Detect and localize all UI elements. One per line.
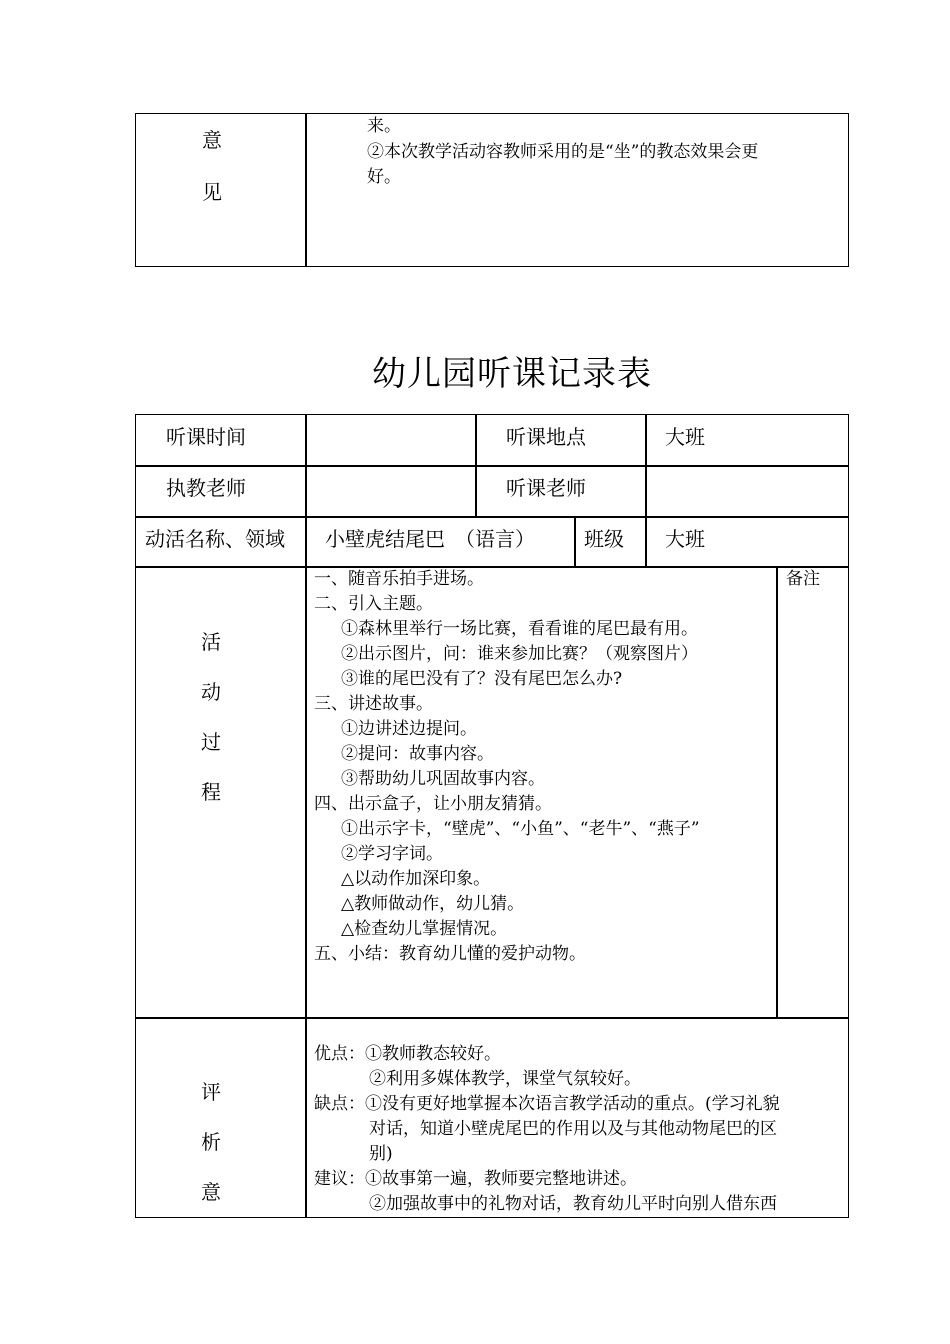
process-label-char: 动 [201,680,221,704]
process-line: 四、出示盒子，让小朋友猜猜。 [314,794,552,814]
page-title: 幼儿园听课记录表 [372,354,652,394]
observer-label: 听课老师 [506,476,586,500]
process-label-char: 活 [201,630,221,654]
process-line: 三、讲述故事。 [314,694,433,714]
process-line: ①森林里举行一场比赛，看看谁的尾巴最有用。 [341,619,698,639]
eval-line: ②利用多媒体教学，课堂气氛较好。 [369,1069,641,1089]
process-line: △以动作加深印象。 [341,869,491,889]
eval-line: 优点：①教师教态较好。 [314,1044,501,1064]
top-text-line: 来。 [367,116,401,136]
process-line: ②提问：故事内容。 [341,744,494,764]
activity-label: 动活名称、领域 [145,527,285,551]
top-table-divider [305,113,307,267]
top-text-line: 好。 [367,167,401,187]
teacher-label: 执教老师 [166,476,246,500]
eval-line: 对话，知道小壁虎尾巴的作用以及与其他动物尾巴的区 [369,1119,777,1139]
process-line: △检查幼儿掌握情况。 [341,919,508,939]
place-value: 大班 [665,425,705,449]
eval-line: 建议：①故事第一遍，教师要完整地讲述。 [314,1169,637,1189]
row-divider [135,465,849,467]
place-label: 听课地点 [506,425,586,449]
process-line: ②出示图片，问：谁来参加比赛？（观察图片） [341,644,698,664]
process-line: ②学习字词。 [341,844,443,864]
col-divider [305,414,307,1218]
eval-label-char: 析 [201,1130,221,1154]
eval-line: ②加强故事中的礼物对话，教育幼儿平时向别人借东西 [369,1194,777,1214]
process-label-char: 过 [201,730,221,754]
top-text-line: ②本次教学活动容教师采用的是“坐”的教态效果会更 [367,142,759,162]
activity-value: 小壁虎结尾巴 （语言） [325,527,535,551]
top-table [135,113,849,267]
col-divider [645,414,647,567]
col-divider [776,566,778,1018]
row-divider [135,566,849,568]
process-line: ③谁的尾巴没有了？没有尾巴怎么办? [341,669,623,689]
top-label-char: 意 [202,128,222,152]
eval-label-char: 评 [201,1080,221,1104]
col-divider [475,414,477,517]
process-line: 一、随音乐拍手进场。 [314,569,484,589]
notes-label: 备注 [786,569,820,589]
process-line: △教师做动作，幼儿猜。 [341,894,525,914]
eval-line: 别) [369,1144,393,1164]
process-line: 二、引入主题。 [314,594,433,614]
top-label-char: 见 [202,180,222,204]
col-divider [574,516,576,567]
eval-line: 缺点：①没有更好地掌握本次语言教学活动的重点。(学习礼貌 [314,1094,780,1114]
process-line: ①出示字卡，“壁虎”、“小鱼”、“老牛”、“燕子” [341,819,700,839]
row-divider [135,1017,849,1019]
eval-label-char: 意 [201,1180,221,1204]
process-line: ①边讲述边提问。 [341,719,477,739]
process-label-char: 程 [201,780,221,804]
class-value: 大班 [665,527,705,551]
time-label: 听课时间 [166,425,246,449]
process-line: ③帮助幼儿巩固故事内容。 [341,769,545,789]
row-divider [135,516,849,518]
process-line: 五、小结：教育幼儿懂的爱护动物。 [314,944,586,964]
class-label: 班级 [584,527,624,551]
